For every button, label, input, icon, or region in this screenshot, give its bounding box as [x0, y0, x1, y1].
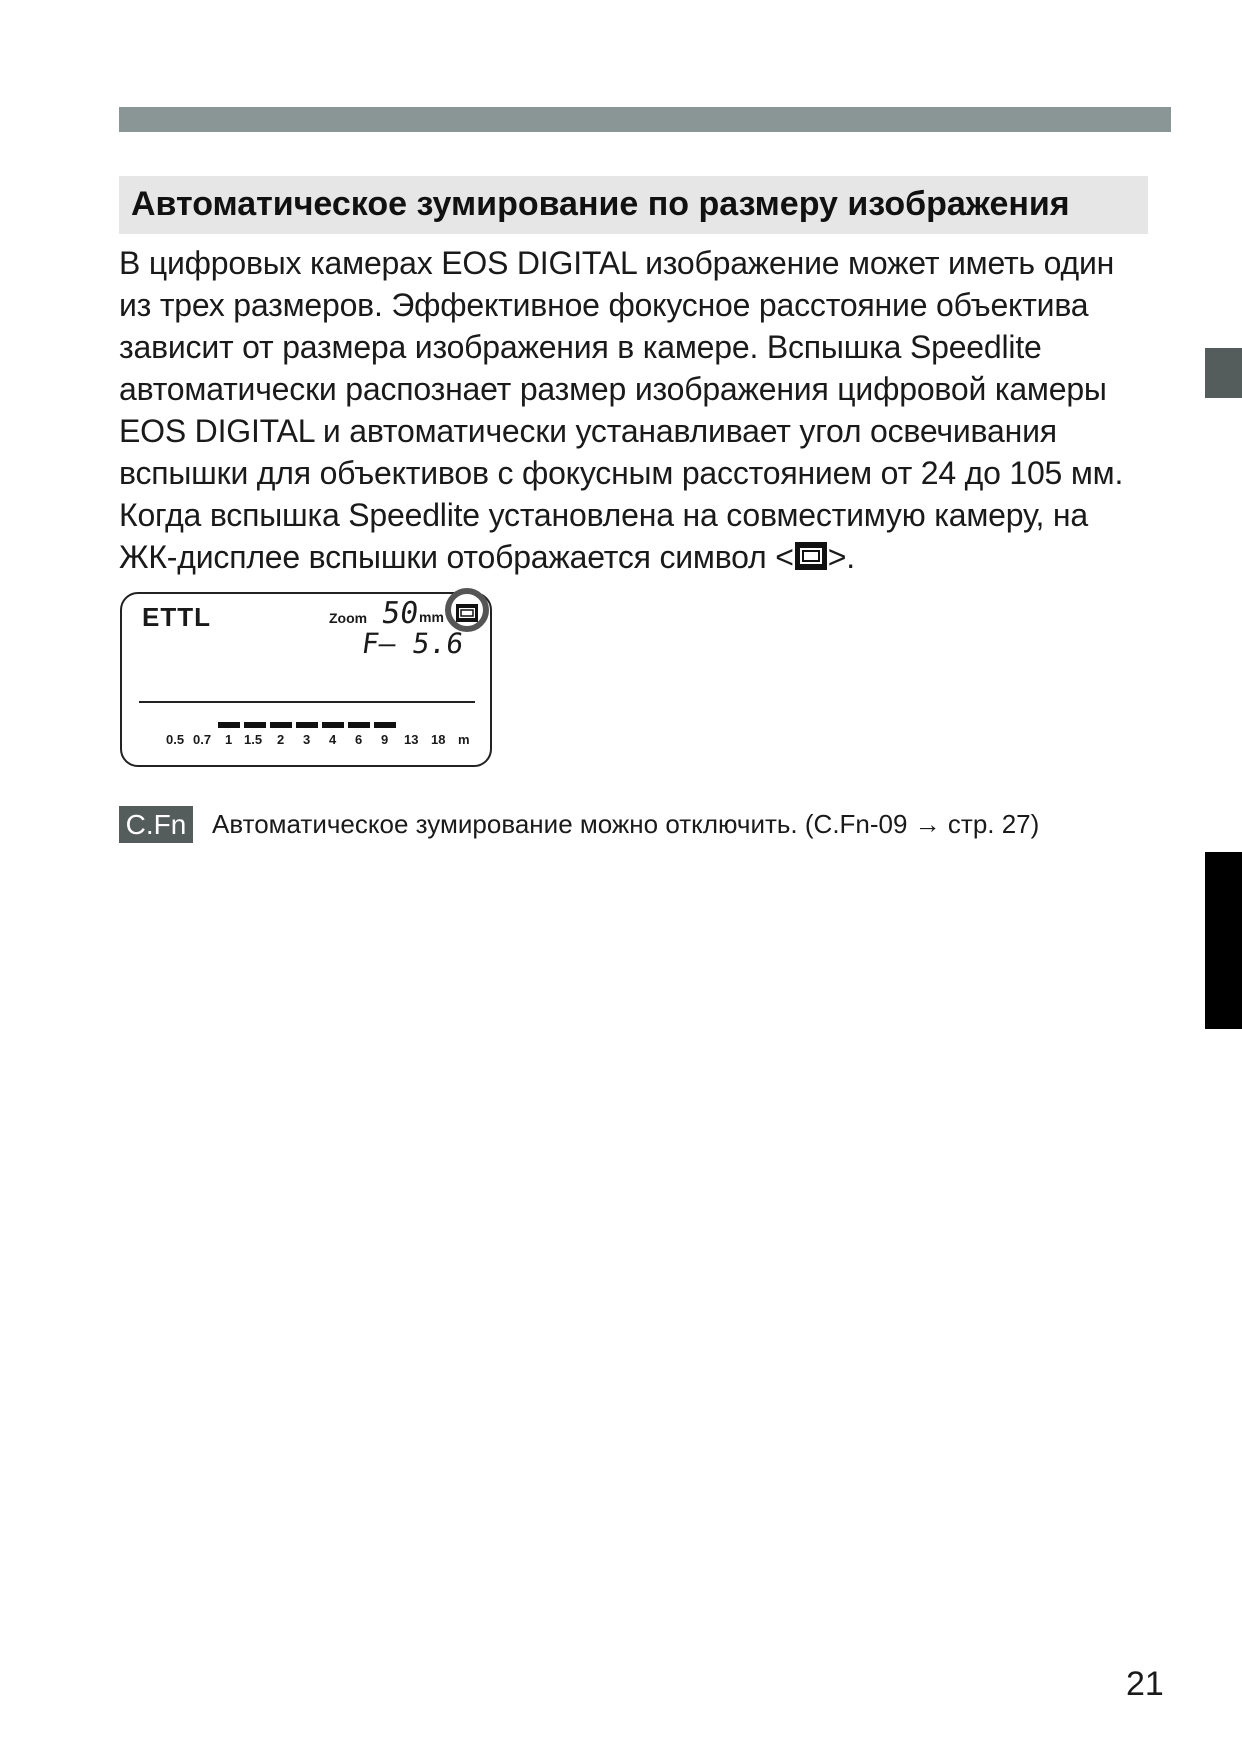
body-line: вспышки для объективов с фокусным расстоянием от 24 до 105 мм.	[119, 455, 1124, 491]
scale-label: 13	[404, 732, 419, 747]
scale-label: 4	[329, 732, 337, 747]
flash-lcd-panel	[120, 592, 492, 767]
scale-label: 1.5	[244, 732, 263, 747]
scale-label: 18	[431, 732, 446, 747]
top-rule	[119, 107, 1171, 132]
distance-bar-segment	[270, 722, 292, 728]
lcd-zoom-unit: mm	[419, 609, 444, 625]
scale-label: 1	[225, 732, 233, 747]
scale-label: m	[458, 732, 470, 747]
film-frame-icon	[455, 603, 479, 628]
lcd-divider	[139, 701, 475, 703]
scale-label: 3	[303, 732, 311, 747]
body-line-before-icon: ЖК-дисплее вспышки отображается символ <	[119, 539, 794, 575]
lcd-zoom-label: Zoom	[329, 610, 368, 626]
lcd-aperture: F– 5.6	[359, 627, 466, 660]
body-line: EOS DIGITAL и автоматически устанавливает угол освечивания	[119, 413, 1057, 449]
body-paragraph	[119, 242, 1199, 578]
body-line: из трех размеров. Эффективное фокусное расстояние объектива	[119, 287, 1089, 323]
body-line: Когда вспышка Speedlite установлена на совместимую камеру, на	[119, 497, 1089, 533]
distance-bar-segment	[374, 722, 396, 728]
body-line-last	[119, 536, 1199, 578]
body-line: зависит от размера изображения в камере. Вспышка Speedlite	[119, 329, 1042, 365]
section-heading: Автоматическое зумирование по размеру изображения	[131, 185, 1070, 223]
body-line-after-icon: >.	[827, 539, 855, 575]
page-number: 21	[1126, 1665, 1164, 1703]
distance-bar-segment	[296, 722, 318, 728]
cfn-badge: C.Fn	[119, 806, 193, 843]
lcd-zoom-value: 50	[379, 596, 421, 631]
body-line: В цифровых камерах EOS DIGITAL изображение может иметь один	[119, 245, 1115, 281]
scale-label: 0.5	[166, 732, 185, 747]
scale-label: 6	[355, 732, 363, 747]
scale-label: 0.7	[193, 732, 212, 747]
chapter-tab-gray	[1205, 348, 1242, 398]
scale-label: 9	[381, 732, 389, 747]
distance-bar-segment	[218, 722, 240, 728]
distance-bar-segment	[348, 722, 370, 728]
lcd-mode: ETTL	[142, 602, 211, 632]
chapter-tab-black	[1205, 852, 1242, 1029]
body-line: автоматически распознает размер изображения цифровой камеры	[119, 371, 1107, 407]
cfn-note: Автоматическое зумирование можно отключить. (C.Fn-09 → стр. 27)	[212, 809, 1040, 839]
distance-bar-segment	[244, 722, 266, 728]
distance-bar-segment	[322, 722, 344, 728]
film-frame-icon	[794, 539, 828, 581]
scale-label: 2	[277, 732, 285, 747]
